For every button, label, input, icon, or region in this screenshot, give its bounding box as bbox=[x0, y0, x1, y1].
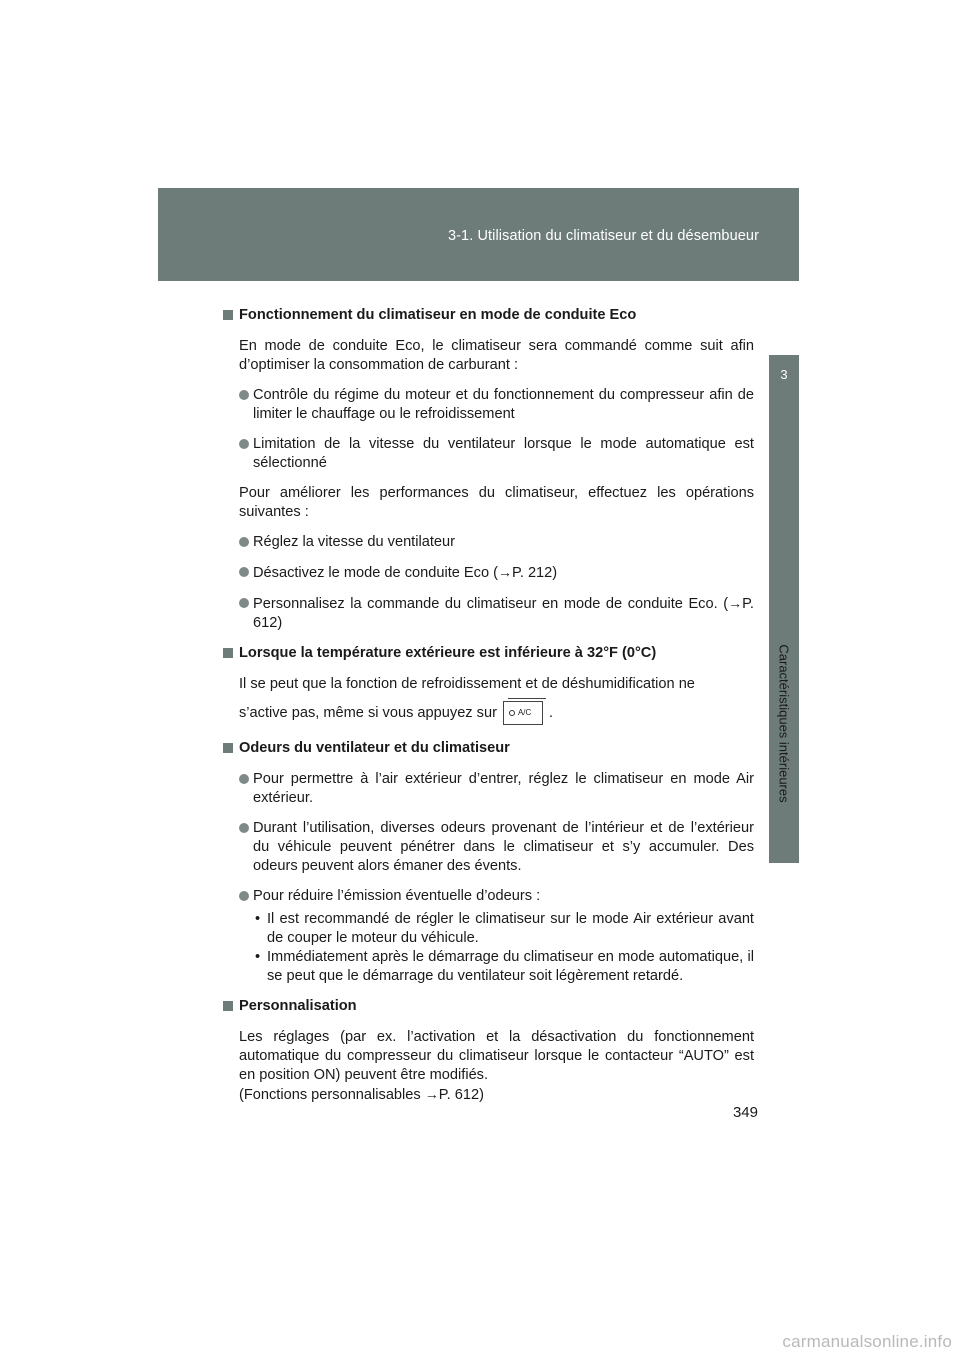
bullet-item bbox=[239, 563, 754, 583]
odeurs-bullet-1: Pour permettre à l’air extérieur d’entrer, réglez le climatiseur en mode Air extérieur. bbox=[253, 771, 754, 806]
bullet-dot-icon bbox=[239, 598, 249, 608]
bullet-dot-icon bbox=[239, 537, 249, 547]
sub-list-item bbox=[253, 948, 754, 986]
bullet-dot-icon bbox=[239, 567, 249, 577]
bullet-item bbox=[239, 386, 754, 424]
page-content bbox=[222, 306, 754, 1116]
watermark: carmanualsonline.info bbox=[782, 1332, 952, 1351]
bullet-item bbox=[239, 594, 754, 633]
page-ref-612[interactable]: P. 612) bbox=[438, 1087, 484, 1103]
indicator-light-icon bbox=[509, 710, 515, 716]
heading-odeurs: Odeurs du ventilateur et du climatiseur bbox=[222, 739, 754, 758]
sub-bullet-mark: • bbox=[255, 949, 261, 965]
chapter-header-band bbox=[158, 188, 799, 281]
eco-improve: Pour améliorer les performances du climatiseur, effectuez les opérations suivantes : bbox=[239, 485, 754, 520]
bullet-dot-icon bbox=[239, 823, 249, 833]
ac-button-label: A/C bbox=[517, 708, 532, 718]
eco-bullet-1: Contrôle du régime du moteur et du fonctionnement du compresseur afin de limiter le chauffage ou le refroidissement bbox=[253, 387, 754, 422]
chapter-number: 3 bbox=[780, 367, 788, 382]
bullet-item bbox=[239, 435, 754, 473]
odeurs-bullet-3: Pour réduire l’émission éventuelle d’odeurs : bbox=[253, 888, 541, 904]
arrow-right-icon: → bbox=[497, 564, 512, 580]
temp-text-2: s’active pas, même si vous appuyez sur bbox=[239, 705, 497, 721]
sub-bullet-mark: • bbox=[255, 911, 261, 927]
sub-list-item bbox=[253, 910, 754, 948]
arrow-right-icon: → bbox=[424, 1086, 439, 1102]
eco-bullet-3: Réglez la vitesse du ventilateur bbox=[253, 534, 455, 550]
eco-bullet-5-pre: Personnalisez la commande du climatiseur en mode de conduite Eco. ( bbox=[253, 596, 729, 612]
temp-text-2-line bbox=[239, 698, 754, 728]
bullet-item bbox=[239, 770, 754, 808]
bullet-item bbox=[239, 887, 754, 906]
heading-personnalisation: Personnalisation bbox=[222, 997, 754, 1016]
bullet-dot-icon bbox=[239, 774, 249, 784]
perso-ref-pre: (Fonctions personnalisables bbox=[239, 1087, 425, 1103]
page-ref-612[interactable]: P. 612) bbox=[253, 596, 754, 631]
perso-text: Les réglages (par ex. l’activation et la désactivation du fonctionnement automatique du compresseur du climatiseur lorsque le contacteur “AUTO” est en position ON) peuvent être modifiés. bbox=[239, 1029, 754, 1083]
odeurs-bullet-2: Durant l’utilisation, diverses odeurs provenant de l’intérieur et de l’extérieur du véhicule peuvent pénétrer dans le climatiseur et s’y accumuler. Des odeurs peuvent alors émaner des évents. bbox=[253, 820, 754, 874]
odeurs-sub-1: Il est recommandé de régler le climatiseur sur le mode Air extérieur avant de couper le moteur du véhicule. bbox=[267, 911, 754, 946]
sub-list bbox=[222, 910, 754, 986]
heading-eco: Fonctionnement du climatiseur en mode de conduite Eco bbox=[222, 306, 754, 325]
chapter-side-label-box bbox=[769, 628, 799, 818]
eco-intro: En mode de conduite Eco, le climatiseur sera commandé comme suit afin d’optimiser la consommation de carburant : bbox=[239, 338, 754, 373]
heading-temperature: Lorsque la température extérieure est inférieure à 32°F (0°C) bbox=[222, 644, 754, 663]
temp-text-1: Il se peut que la fonction de refroidissement et de déshumidification ne bbox=[239, 676, 695, 692]
ac-button-icon bbox=[503, 701, 543, 725]
eco-bullet-4-pre: Désactivez le mode de conduite Eco ( bbox=[253, 565, 498, 581]
bullet-dot-icon bbox=[239, 891, 249, 901]
perso-ref-line bbox=[239, 1085, 754, 1105]
bullet-dot-icon bbox=[239, 390, 249, 400]
arrow-right-icon: → bbox=[728, 595, 743, 611]
bullet-dot-icon bbox=[239, 439, 249, 449]
chapter-title: 3-1. Utilisation du climatiseur et du désembueur bbox=[447, 228, 759, 244]
page-number: 349 bbox=[732, 1104, 758, 1121]
temp-text-end: . bbox=[548, 705, 553, 721]
eco-bullet-2: Limitation de la vitesse du ventilateur lorsque le mode automatique est sélectionné bbox=[253, 436, 754, 471]
page-ref-212[interactable]: P. 212) bbox=[511, 565, 558, 581]
bullet-item bbox=[239, 819, 754, 876]
chapter-side-label: Caractéristiques intérieures bbox=[776, 643, 792, 803]
bullet-item bbox=[239, 533, 754, 552]
odeurs-sub-2: Immédiatement après le démarrage du climatiseur en mode automatique, il se peut que le démarrage du ventilateur soit légèrement retardé. bbox=[267, 949, 754, 984]
